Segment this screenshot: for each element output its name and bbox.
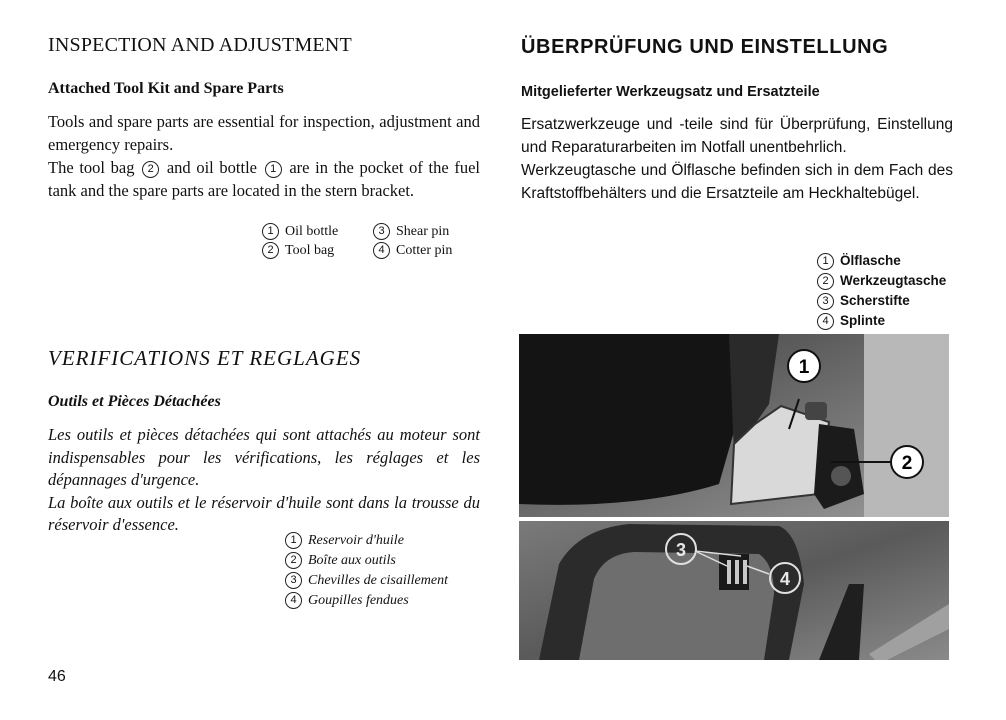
legend-number: 2 xyxy=(285,552,302,569)
callout-1-label: 1 xyxy=(798,357,810,378)
german-subtitle: Mitgelieferter Werkzeugsatz und Ersatzteile xyxy=(521,84,820,100)
legend-item xyxy=(285,591,448,611)
english-paragraph-2-part-a: The tool bag xyxy=(48,158,135,177)
english-legend xyxy=(262,222,484,260)
legend-label: Ölflasche xyxy=(840,253,901,268)
legend-number: 1 xyxy=(285,532,302,549)
french-paragraph-2: La boîte aux outils et le réservoir d'huile sont dans la trousse du réservoir d'essence. xyxy=(48,492,480,534)
french-body xyxy=(48,424,480,537)
legend-number: 2 xyxy=(817,273,834,290)
legend-item xyxy=(285,531,448,551)
legend-item xyxy=(817,311,946,331)
legend-label: Reservoir d'huile xyxy=(308,533,404,548)
french-legend xyxy=(285,531,448,611)
callout-1 xyxy=(788,350,820,382)
legend-label: Splinte xyxy=(840,313,886,328)
legend-number: 1 xyxy=(262,223,279,240)
legend-number: 2 xyxy=(262,242,279,259)
legend-item xyxy=(262,241,373,260)
english-paragraph-2 xyxy=(48,156,480,202)
legend-label: Goupilles fendues xyxy=(308,593,409,608)
english-section-title: INSPECTION AND ADJUSTMENT xyxy=(48,34,352,56)
legend-number: 4 xyxy=(817,313,834,330)
german-body xyxy=(521,113,953,205)
callout-2-marker: 2 xyxy=(142,161,159,178)
legend-item xyxy=(373,222,484,241)
legend-label: Scherstifte xyxy=(840,293,910,308)
legend-number: 4 xyxy=(285,592,302,609)
legend-item xyxy=(817,271,946,291)
legend-number: 4 xyxy=(373,242,390,259)
legend-label: Oil bottle xyxy=(285,224,339,239)
legend-item xyxy=(817,251,946,271)
french-subtitle: Outils et Pièces Détachées xyxy=(48,393,221,410)
tool-kit-photo xyxy=(519,334,949,660)
legend-label: Chevilles de cisaillement xyxy=(308,573,448,588)
legend-label: Werkzeugtasche xyxy=(840,273,947,288)
english-body xyxy=(48,110,480,202)
legend-item xyxy=(285,571,448,591)
german-section-title: ÜBERPRÜFUNG UND EINSTELLUNG xyxy=(521,36,889,58)
photo-top-panel xyxy=(519,334,949,517)
german-legend xyxy=(817,251,946,331)
legend-number: 3 xyxy=(373,223,390,240)
callout-4-label: 4 xyxy=(779,569,791,589)
german-paragraph-1: Ersatzwerkzeuge und -teile sind für Überprüfung, Einstellung und Reparaturarbeiten im Notfall unentbehrlich. xyxy=(521,116,953,156)
legend-number: 3 xyxy=(817,293,834,310)
english-paragraph-1: Tools and spare parts are essential for inspection, adjustment and emergency repairs. xyxy=(48,112,480,154)
legend-label: Shear pin xyxy=(396,224,450,239)
callout-3-label: 3 xyxy=(675,540,687,560)
page-number: 46 xyxy=(48,668,66,685)
legend-item xyxy=(817,291,946,311)
legend-label: Cotter pin xyxy=(396,243,453,258)
legend-label: Boîte aux outils xyxy=(308,553,396,568)
english-subtitle: Attached Tool Kit and Spare Parts xyxy=(48,80,284,97)
callout-2 xyxy=(891,446,923,478)
legend-number: 1 xyxy=(817,253,834,270)
german-paragraph-2: Werkzeugtasche und Ölflasche befinden sich in dem Fach des Kraftstoffbehälters und die Ersatzteile am Heckhaltebügel. xyxy=(521,162,953,202)
french-paragraph-1: Les outils et pièces détachées qui sont attachés au moteur sont indispensables pour les vérifications, les réglages et les dépannages d'urgence. xyxy=(48,425,480,489)
legend-number: 3 xyxy=(285,572,302,589)
english-paragraph-2-part-b: and oil bottle xyxy=(166,158,257,177)
callout-2-label: 2 xyxy=(901,453,913,474)
french-section-title: VERIFICATIONS ET REGLAGES xyxy=(48,346,362,370)
photo-bottom-panel xyxy=(519,521,949,660)
legend-item xyxy=(373,241,484,260)
english-paragraph-2-part-c: are in the pocket of the fuel tank and the spare parts are located in the stern bracket. xyxy=(48,158,481,200)
legend-item xyxy=(262,222,373,241)
legend-item xyxy=(285,551,448,571)
legend-label: Tool bag xyxy=(285,243,335,258)
callout-1-marker: 1 xyxy=(265,161,282,178)
